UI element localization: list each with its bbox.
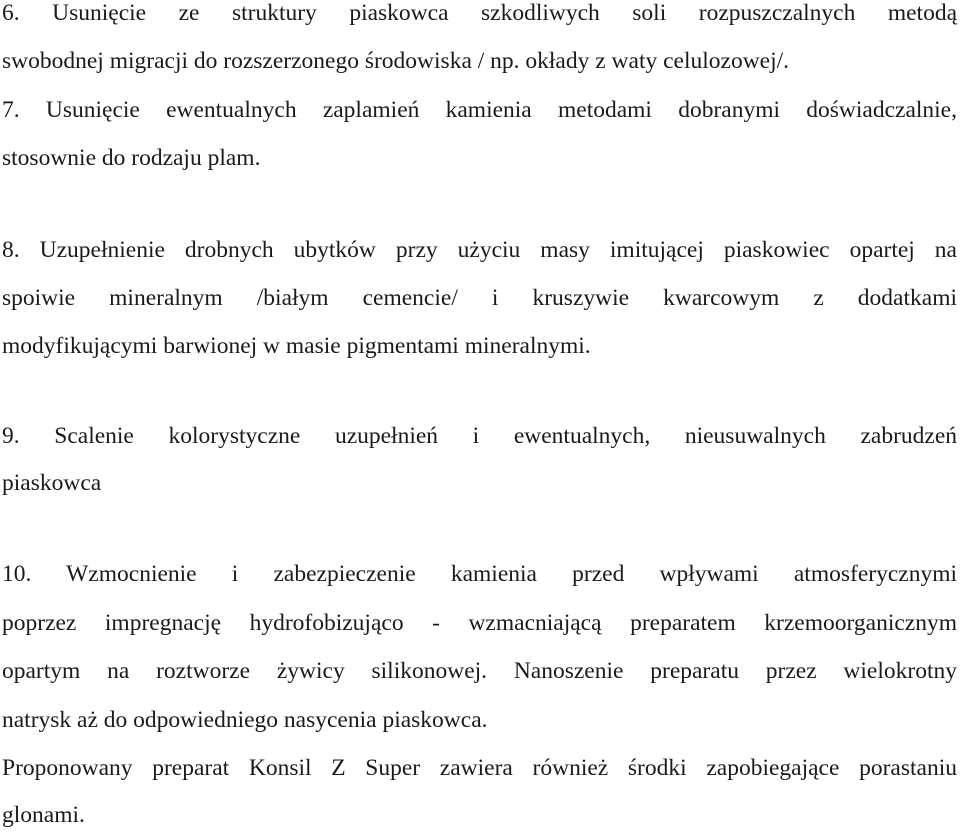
text-line-5: 8. Uzupełnienie drobnych ubytków przy użyciu masy imitującej piaskowiec opartej na — [2, 237, 957, 263]
text-line-14: Proponowany preparat Konsil Z Super zawiera również środki zapobiegające porastaniu — [2, 755, 957, 781]
text-line-6: spoiwie mineralnym /białym cemencie/ i kruszywie kwarcowym z dodatkami — [2, 285, 957, 311]
text-line-13: natrysk aż do odpowiedniego nasycenia piaskowca. — [2, 707, 488, 733]
text-line-4: stosownie do rodzaju plam. — [2, 145, 261, 171]
text-line-9: piaskowca — [2, 470, 102, 496]
text-line-3: 7. Usunięcie ewentualnych zaplamień kamienia metodami dobranymi doświadczalnie, — [2, 97, 957, 123]
text-line-7: modyfikującymi barwionej w masie pigmentami mineralnymi. — [2, 333, 591, 359]
text-line-1: 6. Usunięcie ze struktury piaskowca szkodliwych soli rozpuszczalnych metodą — [2, 0, 957, 26]
text-line-12: opartym na roztworze żywicy silikonowej. Nanoszenie preparatu przez wielokrotny — [2, 658, 957, 684]
text-line-2: swobodnej migracji do rozszerzonego środowiska / np. okłady z waty celulozowej/. — [2, 48, 790, 74]
text-line-11: poprzez impregnację hydrofobizująco - wzmacniającą preparatem krzemoorganicznym — [2, 610, 957, 636]
text-line-10: 10. Wzmocnienie i zabezpieczenie kamienia przed wpływami atmosferycznymi — [2, 561, 957, 587]
text-line-8: 9. Scalenie kolorystyczne uzupełnień i ewentualnych, nieusuwalnych zabrudzeń — [2, 423, 957, 449]
text-line-15: glonami. — [2, 802, 85, 828]
